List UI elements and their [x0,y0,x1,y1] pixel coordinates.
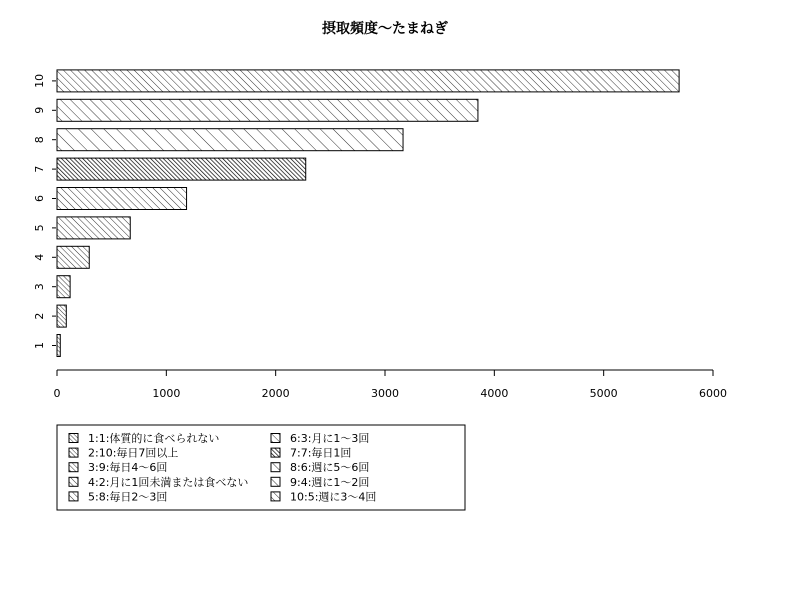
x-tick-label: 4000 [480,387,509,400]
chart-title: 摂取頻度〜たまねぎ [322,21,448,37]
bars-group [57,70,679,357]
bar-6 [57,188,187,210]
bar-8 [57,129,403,151]
legend-label-8: 8:6:週に5〜6回 [290,461,370,475]
y-tick-label: 8 [33,136,46,144]
bar-1 [57,335,60,357]
x-tick-label: 3000 [371,387,399,400]
legend-label-1: 1:1:体質的に食べられない [88,432,220,445]
legend-label-3: 3:9:毎日4〜6回 [88,461,168,475]
legend [57,425,465,510]
bar-5 [57,217,130,239]
legend-swatch-3 [69,463,78,472]
y-tick-label: 4 [33,253,46,261]
bar-9 [57,99,478,121]
legend-label-9: 9:4:週に1〜2回 [290,475,370,489]
legend-swatch-2 [69,448,78,457]
legend-swatch-4 [69,477,78,486]
legend-label-5: 5:8:毎日2〜3回 [88,490,168,504]
legend-swatch-7 [271,448,280,457]
y-tick-label: 6 [33,195,46,202]
x-tick-label: 5000 [589,387,618,400]
y-tick-label: 1 [33,342,46,349]
y-tick-label: 10 [33,73,46,88]
y-tick-label: 5 [33,224,46,232]
bar-3 [57,276,70,298]
legend-label-10: 10:5:週に3〜4回 [290,490,377,504]
y-tick-label: 3 [33,283,46,291]
legend-swatch-8 [271,463,280,472]
legend-label-6: 6:3:月に1〜3回 [290,432,370,445]
x-tick-label: 1000 [152,387,181,400]
legend-label-4: 4:2:月に1回未満または食べない [88,475,249,489]
legend-label-2: 2:10:毎日7回以上 [88,446,179,460]
y-tick-label: 9 [33,106,46,114]
x-tick-label: 6000 [699,387,727,400]
x-tick-label: 2000 [261,387,290,400]
legend-swatch-9 [271,477,280,486]
bar-7 [57,158,306,180]
legend-swatch-10 [271,492,280,501]
y-tick-label: 2 [33,312,46,320]
legend-swatch-6 [271,434,280,443]
x-axis [54,370,728,400]
legend-swatch-1 [69,434,78,443]
bar-2 [57,305,66,327]
legend-swatch-5 [69,492,78,501]
x-tick-label: 0 [53,387,61,400]
bar-10 [57,70,679,92]
bar-4 [57,246,89,268]
y-tick-label: 7 [33,165,46,173]
y-axis [33,74,56,352]
legend-label-7: 7:7:毎日1回 [290,446,352,460]
